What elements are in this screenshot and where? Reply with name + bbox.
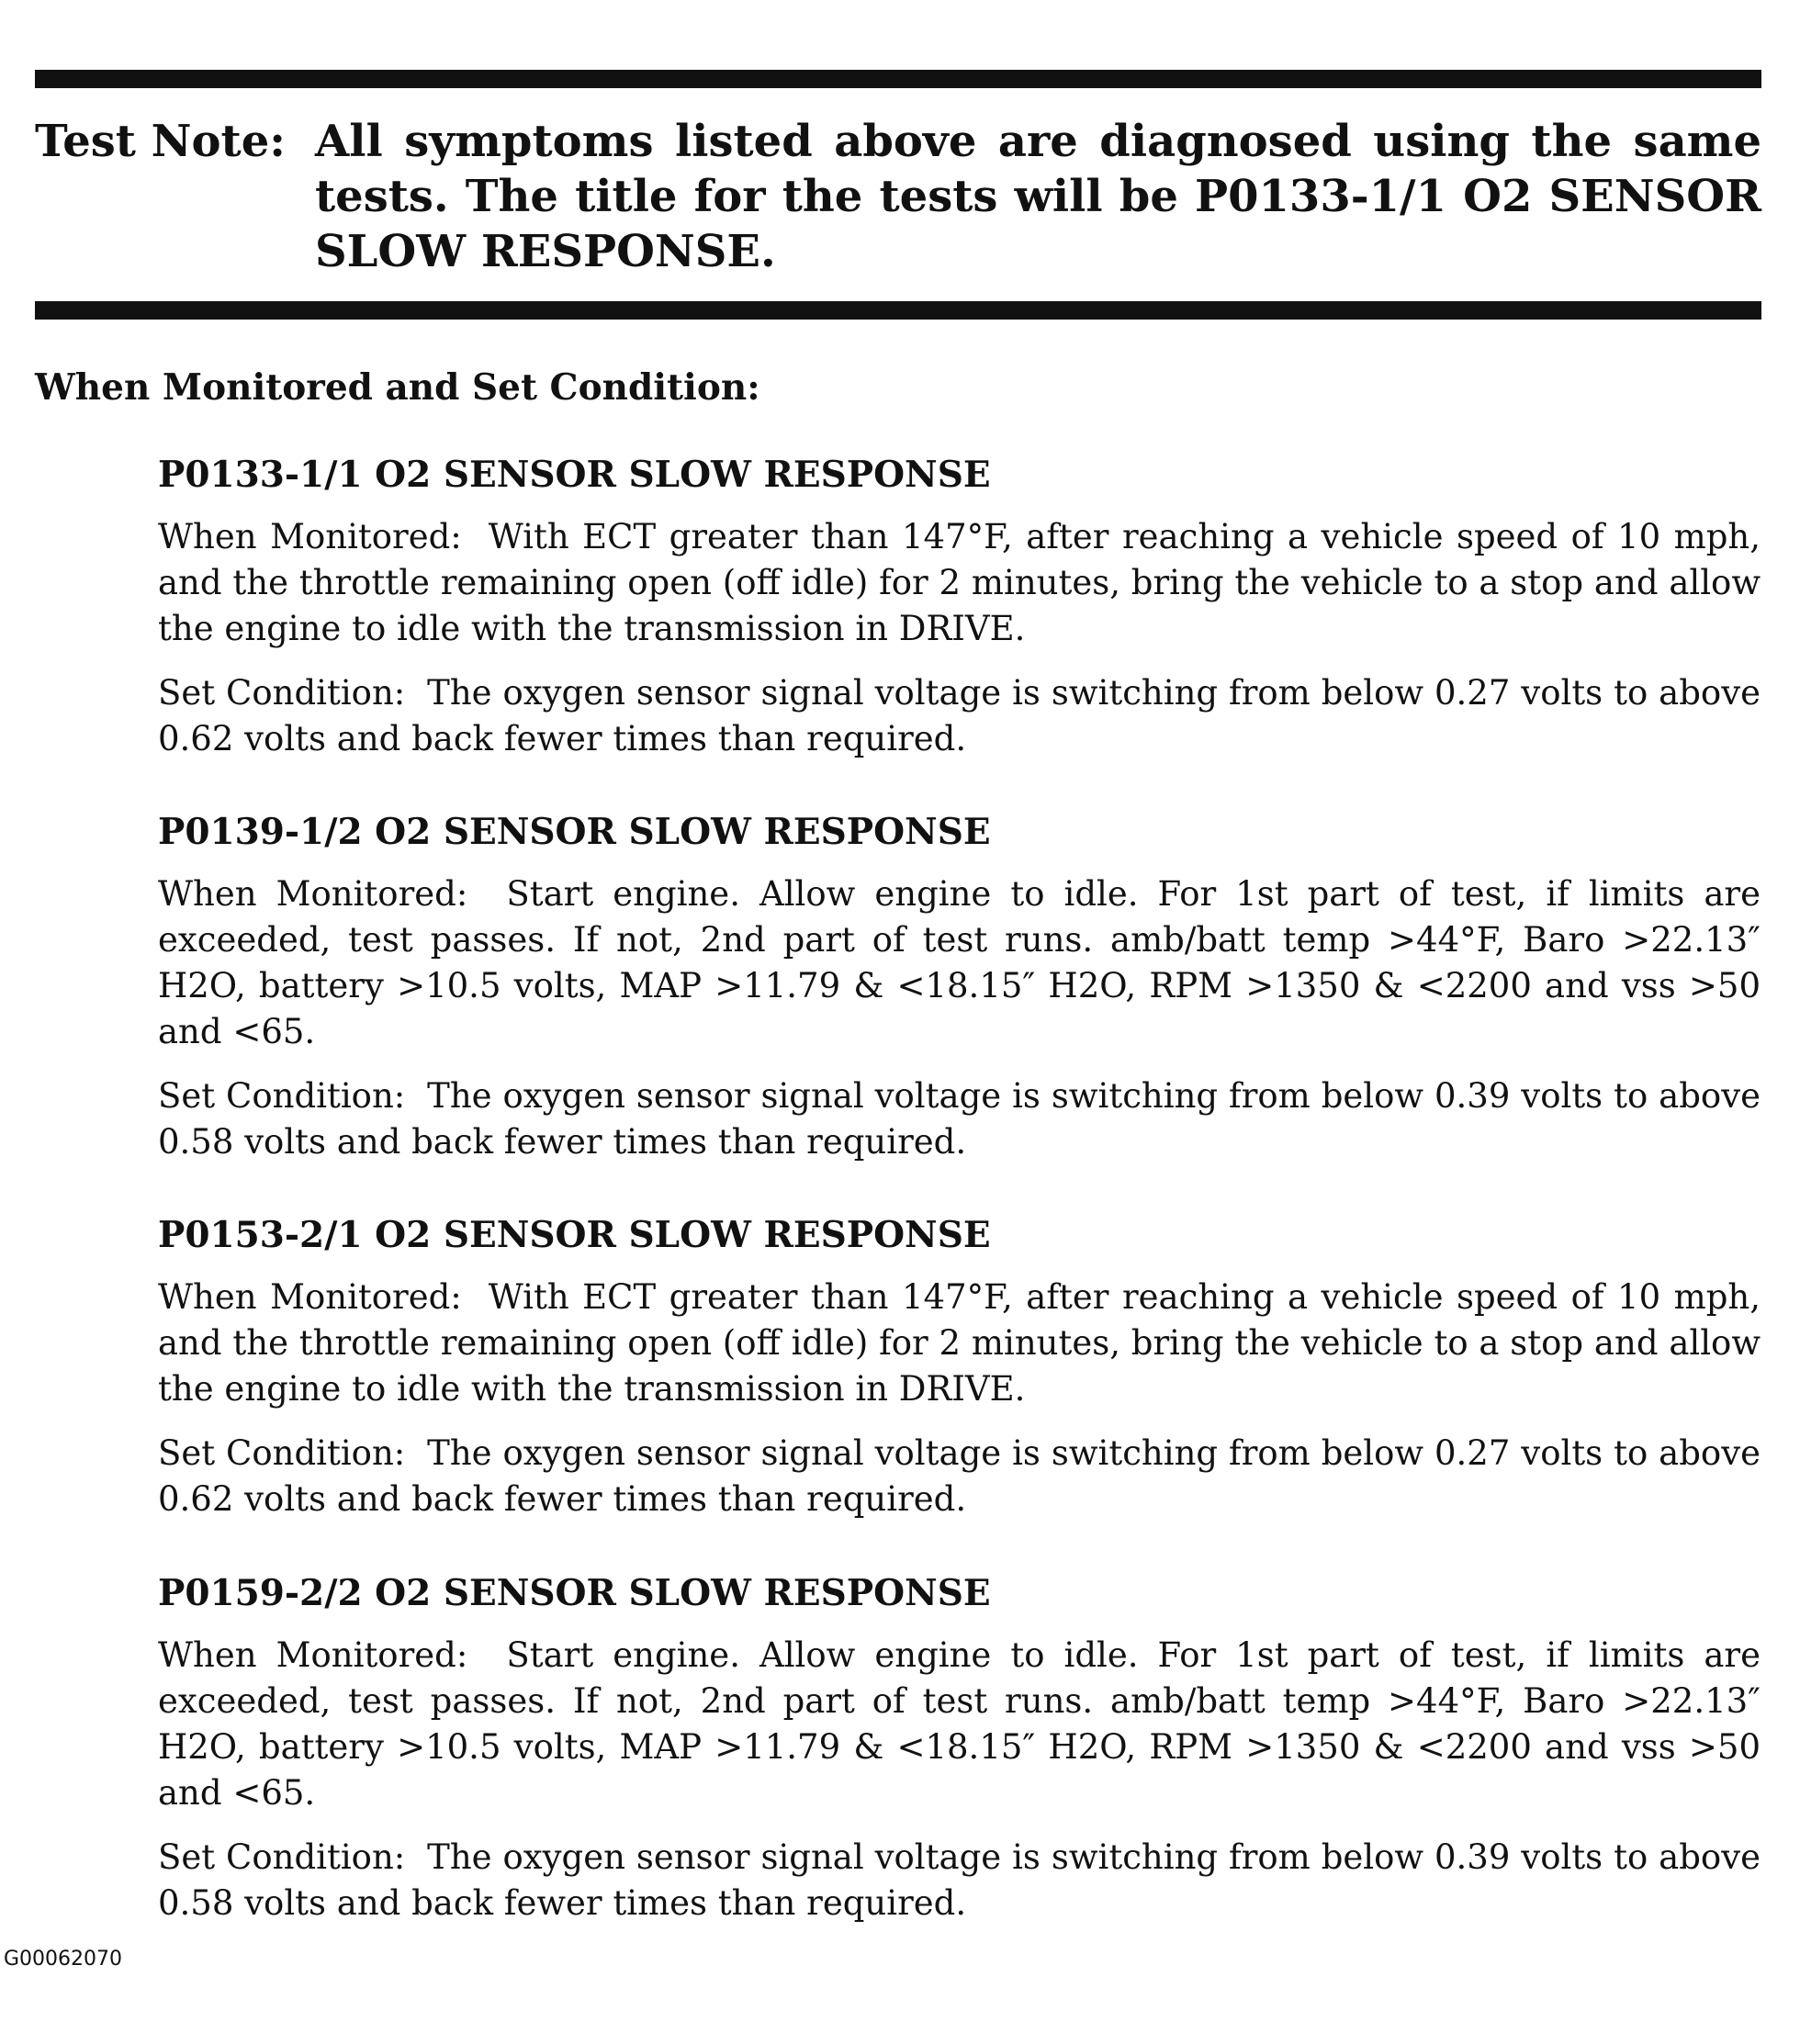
- when-monitored-label: When Monitored:: [158, 517, 462, 556]
- set-condition-label: Set Condition:: [158, 1837, 406, 1877]
- when-monitored-paragraph: [158, 871, 1761, 1055]
- when-monitored-label: When Monitored:: [158, 874, 468, 914]
- set-condition-paragraph: [158, 1835, 1761, 1926]
- figure-id: G00062070: [4, 1948, 123, 1971]
- when-monitored-text: With ECT greater than 147°F, after reaching a vehicle speed of 10 mph, and the throttle remaining open (off idle) for 2 minutes, bring the vehicle to a stop and allow the engine to idle with the transmission in DRIVE.: [158, 1277, 1761, 1409]
- when-monitored-text: Start engine. Allow engine to idle. For 1st part of test, if limits are exceeded, test passes. If not, 2nd part of test runs. amb/batt temp >44°F, Baro >22.13″ H2O, battery >10.5 volts, MAP >11.79 & <18.15″ H2O, RPM >1350 & <2200 and vss >50 and <65.: [158, 874, 1761, 1051]
- when-monitored-label: When Monitored:: [158, 1635, 468, 1675]
- when-monitored-paragraph: [158, 1633, 1761, 1816]
- code-block-p0153: [158, 1212, 1761, 1522]
- code-block-p0159: [158, 1570, 1761, 1926]
- set-condition-text: The oxygen sensor signal voltage is switching from below 0.27 volts to above 0.62 volts and back fewer times than required.: [158, 673, 1761, 758]
- when-monitored-label: When Monitored:: [158, 1277, 462, 1317]
- set-condition-text: The oxygen sensor signal voltage is switching from below 0.27 volts to above 0.62 volts and back fewer times than required.: [158, 1433, 1761, 1519]
- set-condition-paragraph: [158, 1431, 1761, 1522]
- section-heading: When Monitored and Set Condition:: [35, 366, 760, 409]
- code-title: P0133-1/1 O2 SENSOR SLOW RESPONSE: [158, 454, 991, 496]
- when-monitored-paragraph: [158, 1275, 1761, 1412]
- code-title: P0153-2/1 O2 SENSOR SLOW RESPONSE: [158, 1214, 991, 1256]
- set-condition-text: The oxygen sensor signal voltage is switching from below 0.39 volts to above 0.58 volts and back fewer times than required.: [158, 1076, 1761, 1162]
- top-rule: [35, 70, 1761, 88]
- test-note-text: All symptoms listed above are diagnosed using the same tests. The title for the tests will be P0133-1/1 O2 SENSOR SLOW RESPONSE.: [315, 116, 1761, 277]
- bottom-rule: [35, 301, 1761, 320]
- set-condition-paragraph: [158, 1073, 1761, 1165]
- code-block-p0139: [158, 809, 1761, 1165]
- when-monitored-text: With ECT greater than 147°F, after reaching a vehicle speed of 10 mph, and the throttle remaining open (off idle) for 2 minutes, bring the vehicle to a stop and allow the engine to idle with the transmission in DRIVE.: [158, 517, 1761, 648]
- set-condition-label: Set Condition:: [158, 673, 406, 713]
- test-note-label: Test Note:: [35, 116, 286, 167]
- set-condition-label: Set Condition:: [158, 1433, 406, 1473]
- when-monitored-paragraph: [158, 514, 1761, 652]
- code-block-p0133: [158, 452, 1761, 762]
- set-condition-label: Set Condition:: [158, 1076, 406, 1116]
- when-monitored-text: Start engine. Allow engine to idle. For 1st part of test, if limits are exceeded, test passes. If not, 2nd part of test runs. amb/batt temp >44°F, Baro >22.13″ H2O, battery >10.5 volts, MAP >11.79 & <18.15″ H2O, RPM >1350 & <2200 and vss >50 and <65.: [158, 1635, 1761, 1813]
- set-condition-text: The oxygen sensor signal voltage is switching from below 0.39 volts to above 0.58 volts and back fewer times than required.: [158, 1837, 1761, 1923]
- code-title: P0159-2/2 O2 SENSOR SLOW RESPONSE: [158, 1572, 991, 1614]
- code-title: P0139-1/2 O2 SENSOR SLOW RESPONSE: [158, 811, 991, 853]
- set-condition-paragraph: [158, 670, 1761, 762]
